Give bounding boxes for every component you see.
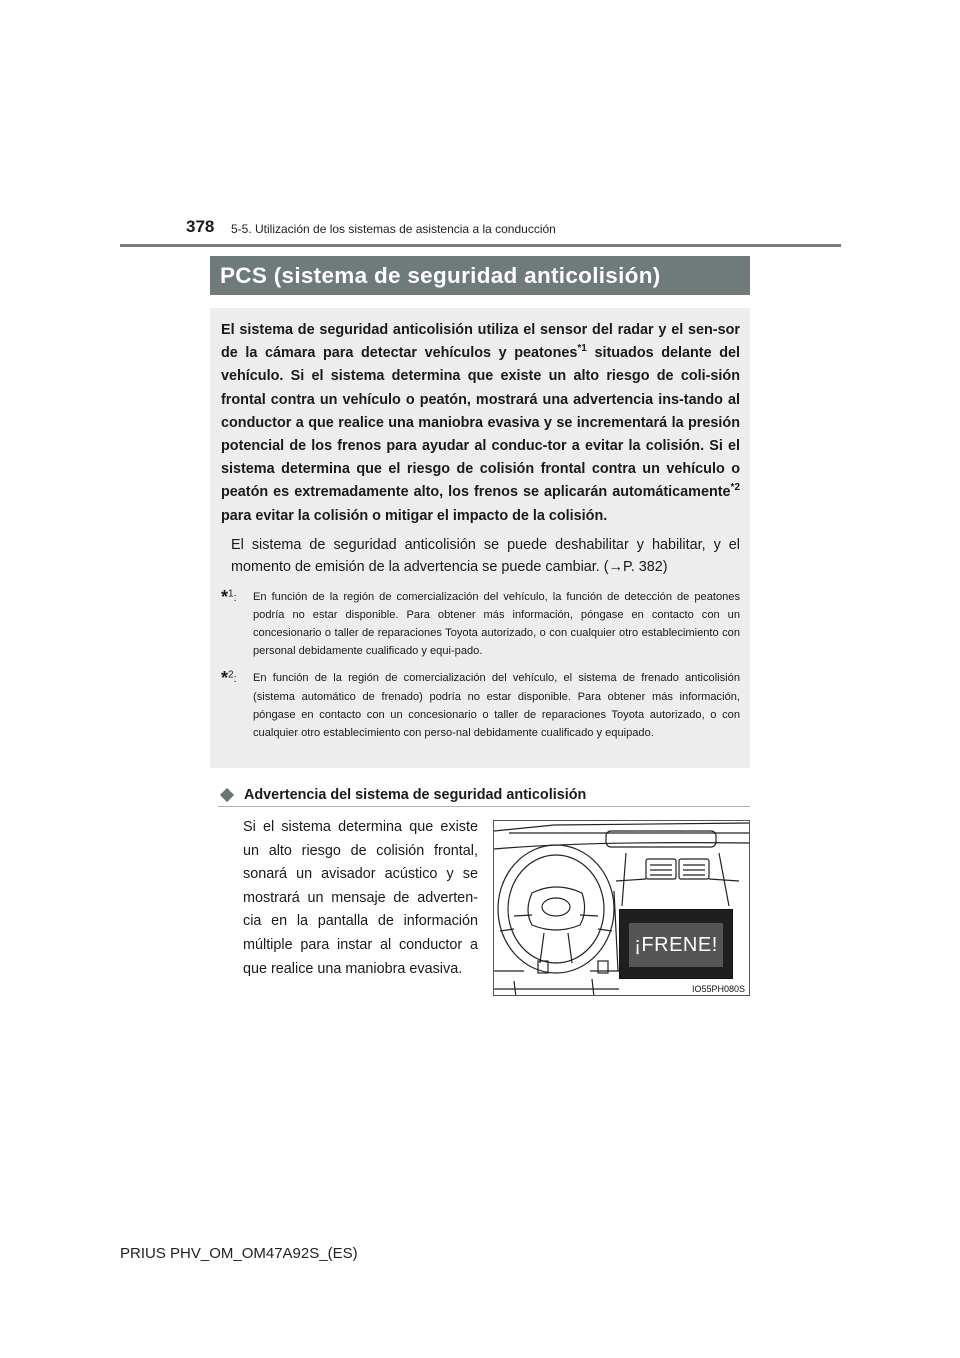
subsection-heading-text: Advertencia del sistema de seguridad anticolisión (244, 787, 587, 803)
image-code: IO55PH080S (691, 984, 745, 994)
intro-part-3: para evitar la colisión o mitigar el impacto de la colisión. (221, 507, 608, 524)
section-breadcrumb: 5-5. Utilización de los sistemas de asistencia a la conducción (231, 222, 556, 236)
dashboard-illustration (493, 820, 750, 996)
intro-part-1: El sistema de seguridad anticolisión utiliza el sensor del radar y el sen-sor de la cámara para detectar vehículos y peatones (221, 322, 740, 362)
footnote-2 (221, 669, 740, 742)
footnote-ref-1: *1 (577, 343, 587, 355)
footnote-text: En función de la región de comercialización del vehículo, la función de detección de peatones podría no estar disponible. Para obtener más información, póngase en contacto con un concesionario o taller de reparaciones Toyota autorizado, o con cualquier otro establecimiento con personal debidamente cualificado y equi-pado. (253, 590, 740, 658)
intro-part-2: situados delante del vehículo. Si el sistema determina que existe un alto riesgo de coli-sión frontal contra un vehículo o peatón, mostrará una advertencia ins-tando al conductor a que realice una maniobra evasiva y se incrementará la presión potencial de los frenos para ayudar al conduc-tor a evitar la colisión. Si el sistema determina que el riesgo de colisión frontal contra un vehículo o peatón es extremadamente alto, los frenos se aplicarán automáticamente (221, 345, 741, 501)
warning-description: Si el sistema determina que existe un alto riesgo de colisión frontal, sonará un avisador acústico y se mostrará un mensaje de adverten-cia en la pantalla de información múltiple para instar al conductor a que realice una maniobra evasiva. (243, 819, 478, 977)
info-box (210, 308, 750, 768)
diamond-bullet-icon (220, 788, 234, 802)
settings-note: El sistema de seguridad anticolisión se puede deshabilitar y habilitar, y el momento de emisión de la advertencia se puede cambiar. (→P. 382) (231, 536, 740, 576)
header-rule (120, 244, 841, 247)
page-number: 378 (186, 217, 215, 236)
intro-paragraph (221, 319, 740, 528)
footnote-text: En función de la región de comercialización del vehículo, el sistema de frenado anticolisión (sistema automático de frenado) podría no estar disponible. Para obtener más información, póngase en contacto con un concesionario o taller de reparaciones Toyota autorizado, o con cualquier otro establecimiento con perso-nal debidamente cualificado y equipado. (253, 672, 740, 740)
footnote-marker: *$^1$: (221, 586, 237, 607)
document-footer: PRIUS PHV_OM_OM47A92S_(ES) (120, 1245, 358, 1262)
footnote-marker: *$^2$: (221, 668, 237, 689)
brake-warning-message: ¡FRENE! (629, 923, 723, 967)
subsection-heading (218, 784, 750, 807)
multi-info-display (619, 909, 733, 979)
page-title: PCS (sistema de seguridad anticolisión) (210, 256, 750, 295)
footnote-1 (221, 588, 740, 661)
footnote-ref-2: *2 (730, 482, 740, 494)
